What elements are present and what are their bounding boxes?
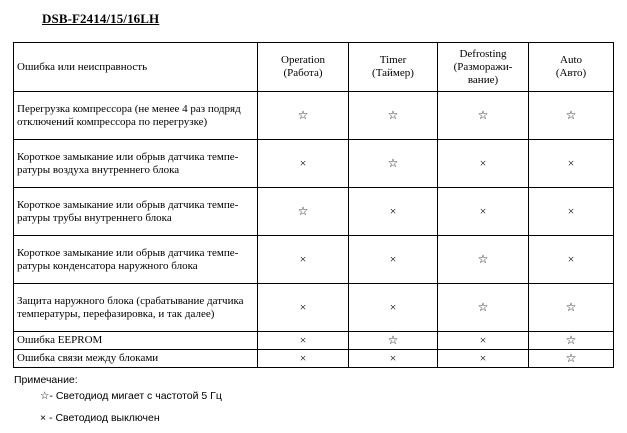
header-auto: Auto (Авто) (529, 43, 614, 92)
defrosting-led-cell: ☆ (438, 236, 529, 284)
operation-led-cell: × (258, 350, 349, 368)
auto-led-cell: ☆ (529, 92, 614, 140)
fault-description: Ошибка связи между блоками (14, 350, 258, 368)
fault-indication-table (13, 42, 614, 368)
operation-led-cell: × (258, 284, 349, 332)
fault-description: Перегрузка компрессора (не менее 4 раз подряд отключений компрессора по перегрузке) (14, 92, 258, 140)
timer-led-cell: × (349, 188, 438, 236)
table-row (14, 332, 614, 350)
note-off (40, 411, 160, 425)
fault-description: Защита наружного блока (срабатывание датчика температуры, перефазировка, и так далее) (14, 284, 258, 332)
auto-led-cell: × (529, 140, 614, 188)
table-row (14, 92, 614, 140)
fault-description: Ошибка EEPROM (14, 332, 258, 350)
defrosting-led-cell: × (438, 332, 529, 350)
operation-led-cell: ☆ (258, 188, 349, 236)
auto-led-cell: ☆ (529, 284, 614, 332)
defrosting-led-cell: × (438, 188, 529, 236)
timer-led-cell: ☆ (349, 92, 438, 140)
defrosting-led-cell: × (438, 140, 529, 188)
notes-heading: Примечание: (14, 374, 78, 386)
table-row (14, 140, 614, 188)
cross-icon: × (40, 412, 47, 424)
defrosting-led-cell: × (438, 350, 529, 368)
star-icon: ☆ (40, 390, 50, 402)
operation-led-cell: × (258, 236, 349, 284)
timer-led-cell: × (349, 350, 438, 368)
header-operation: Operation (Работа) (258, 43, 349, 92)
operation-led-cell: × (258, 140, 349, 188)
table-row (14, 284, 614, 332)
fault-description: Короткое замыкание или обрыв датчика темпе- ратуры конденсатора наружного блока (14, 236, 258, 284)
notes-section (14, 373, 222, 424)
operation-led-cell: ☆ (258, 92, 349, 140)
defrosting-led-cell: ☆ (438, 284, 529, 332)
operation-led-cell: × (258, 332, 349, 350)
table-header-row (14, 43, 614, 92)
note-blinking (40, 389, 222, 403)
auto-led-cell: × (529, 188, 614, 236)
table-row (14, 350, 614, 368)
header-defrosting: Defrosting (Разморажи- вание) (438, 43, 529, 92)
auto-led-cell: ☆ (529, 332, 614, 350)
table-row (14, 236, 614, 284)
fault-description: Короткое замыкание или обрыв датчика темпе- ратуры воздуха внутреннего блока (14, 140, 258, 188)
timer-led-cell: ☆ (349, 140, 438, 188)
timer-led-cell: × (349, 236, 438, 284)
document-title: DSB-F2414/15/16LH (42, 11, 160, 26)
header-fault: Ошибка или неисправность (14, 43, 258, 92)
timer-led-cell: ☆ (349, 332, 438, 350)
note-blinking-text: - Светодиод мигает с частотой 5 Гц (49, 390, 222, 402)
note-off-text: - Светодиод выключен (46, 412, 160, 424)
auto-led-cell: × (529, 236, 614, 284)
defrosting-led-cell: ☆ (438, 92, 529, 140)
fault-description: Короткое замыкание или обрыв датчика темпе- ратуры трубы внутреннего блока (14, 188, 258, 236)
timer-led-cell: × (349, 284, 438, 332)
auto-led-cell: ☆ (529, 350, 614, 368)
table-row (14, 188, 614, 236)
header-timer: Timer (Таймер) (349, 43, 438, 92)
